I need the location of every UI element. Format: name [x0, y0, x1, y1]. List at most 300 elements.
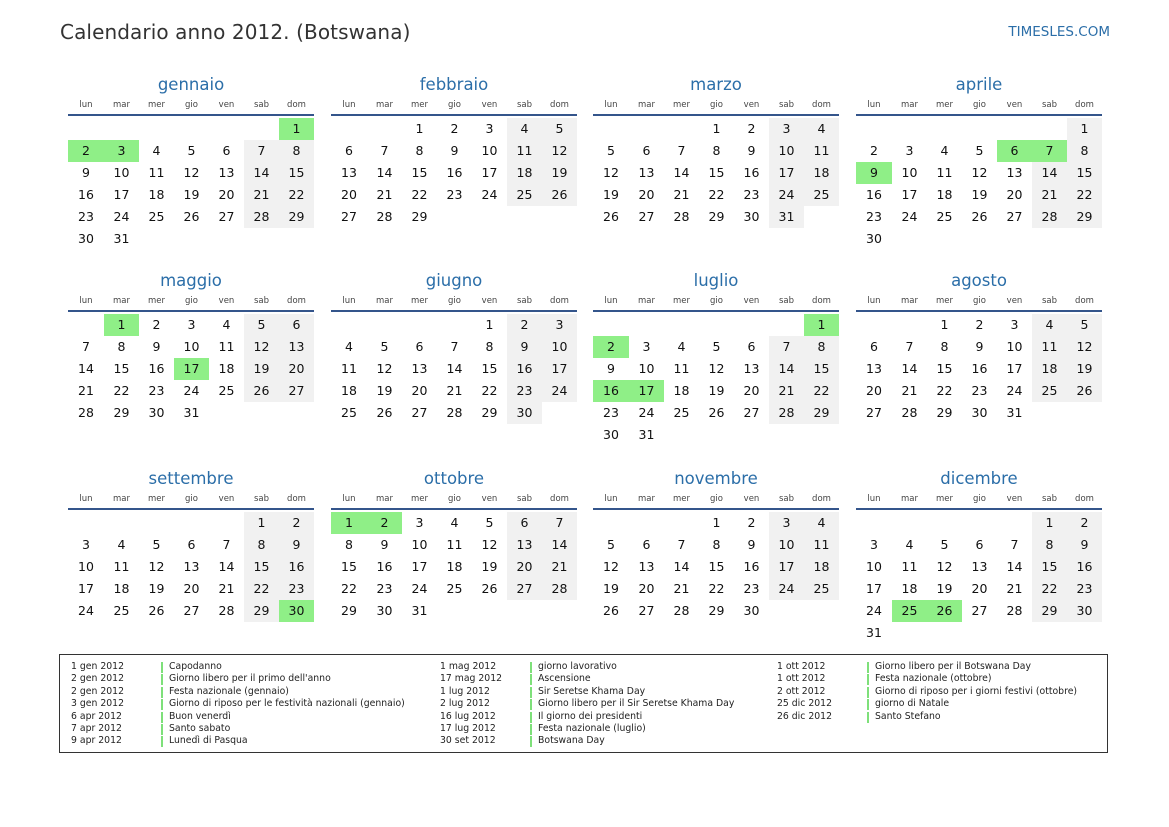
- week-row: [331, 402, 577, 424]
- weekday-label: lun: [79, 494, 93, 504]
- weekday-label: gio: [448, 100, 461, 110]
- weekday-label: dom: [812, 100, 831, 110]
- week-row: [856, 358, 1102, 380]
- day-cell: 5: [485, 515, 494, 530]
- day-cell: 24: [769, 578, 804, 600]
- day-cell: 10: [769, 140, 804, 162]
- holiday-entry: [429, 723, 734, 735]
- day-cell: 5: [975, 143, 984, 158]
- weekday-label: ven: [218, 100, 235, 110]
- day-cell: 12: [1067, 336, 1102, 358]
- day-cell: 30: [971, 405, 988, 420]
- weekday-label: lun: [604, 100, 618, 110]
- day-cell: 22: [708, 581, 725, 596]
- day-cell: 11: [1032, 336, 1067, 358]
- day-cell: 18: [218, 361, 235, 376]
- day-cell: 21: [376, 187, 393, 202]
- day-cell: 23: [743, 187, 760, 202]
- holiday-date: 3 gen 2012: [71, 698, 124, 710]
- day-cell: 15: [708, 559, 725, 574]
- day-cell: 27: [866, 405, 882, 420]
- holiday-name: giorno di Natale: [875, 698, 950, 710]
- day-cell: 11: [507, 140, 542, 162]
- day-cell-holiday: 9: [856, 162, 892, 184]
- day-cell: 27: [638, 603, 655, 618]
- week-row: [68, 314, 314, 336]
- day-cell: 9: [380, 537, 389, 552]
- day-cell: 12: [376, 361, 393, 376]
- day-empty: [174, 512, 209, 534]
- day-cell: 9: [507, 336, 542, 358]
- day-cell: 1: [415, 121, 424, 136]
- day-cell: 17: [113, 187, 130, 202]
- day-cell: 15: [1067, 162, 1102, 184]
- holiday-date: 2 lug 2012: [440, 698, 490, 710]
- day-cell: 20: [279, 358, 314, 380]
- month-title: agosto: [951, 271, 1007, 290]
- day-cell: 5: [712, 339, 721, 354]
- day-cell: 13: [1006, 165, 1023, 180]
- day-cell: 29: [279, 206, 314, 228]
- weekday-label: lun: [342, 494, 356, 504]
- day-cell: 19: [603, 187, 619, 202]
- day-cell: 18: [1032, 358, 1067, 380]
- weekday-label: mer: [672, 100, 690, 110]
- day-cell: 5: [607, 143, 615, 158]
- day-cell: 24: [113, 209, 130, 224]
- day-cell: 8: [485, 339, 494, 354]
- week-row: [856, 556, 1102, 578]
- day-cell: 25: [1032, 380, 1067, 402]
- day-cell: 26: [244, 380, 279, 402]
- day-cell: 20: [183, 581, 200, 596]
- day-cell: 22: [279, 184, 314, 206]
- day-cell: 3: [769, 118, 804, 140]
- day-cell: 9: [747, 537, 756, 552]
- day-cell: 7: [542, 512, 577, 534]
- day-cell: 2: [1067, 512, 1102, 534]
- week-row: [593, 578, 839, 600]
- day-cell: 13: [411, 361, 428, 376]
- holiday-list: [59, 654, 1108, 753]
- day-cell: 10: [901, 165, 918, 180]
- day-cell: 30: [743, 209, 760, 224]
- day-cell: 6: [222, 143, 231, 158]
- month-luglio: [593, 270, 839, 446]
- weekday-label: dom: [550, 494, 569, 504]
- day-cell: 21: [78, 383, 94, 398]
- day-cell: 24: [481, 187, 498, 202]
- holiday-entry: [766, 711, 1077, 723]
- day-cell: 19: [148, 581, 165, 596]
- day-cell: 28: [673, 209, 690, 224]
- week-row: [593, 184, 839, 206]
- day-cell: 20: [638, 187, 655, 202]
- weekday-label: dom: [287, 296, 306, 306]
- day-cell: 14: [542, 534, 577, 556]
- day-cell: 14: [376, 165, 393, 180]
- day-cell: 13: [507, 534, 542, 556]
- day-cell: 24: [411, 581, 428, 596]
- weekday-label: ven: [1006, 494, 1023, 504]
- day-cell: 26: [183, 209, 200, 224]
- day-empty: [856, 314, 892, 336]
- day-cell: 10: [1006, 339, 1023, 354]
- weekday-label: sab: [253, 494, 270, 504]
- holiday-marker: [530, 724, 532, 735]
- day-cell: 24: [1006, 383, 1023, 398]
- holiday-date: 26 dic 2012: [777, 710, 832, 722]
- day-cell: 3: [769, 512, 804, 534]
- day-cell-holiday: 1: [331, 512, 367, 534]
- weekday-label: gio: [710, 100, 723, 110]
- weekday-label: lun: [867, 494, 881, 504]
- day-cell: 21: [244, 184, 279, 206]
- month-title: novembre: [674, 469, 758, 488]
- brand-link[interactable]: TIMESLES.COM: [1008, 24, 1110, 40]
- weekday-label: mer: [147, 494, 165, 504]
- day-cell: 16: [507, 358, 542, 380]
- day-cell: 29: [1032, 600, 1067, 622]
- day-cell: 15: [936, 361, 953, 376]
- holiday-name: Il giorno dei presidenti: [538, 710, 643, 722]
- holiday-name: Sir Seretse Khama Day: [538, 685, 646, 697]
- day-cell: 15: [244, 556, 279, 578]
- day-cell: 14: [1006, 559, 1023, 574]
- day-cell: 19: [708, 383, 725, 398]
- day-cell: 8: [415, 143, 424, 158]
- day-cell: 25: [804, 578, 839, 600]
- day-cell: 16: [971, 361, 988, 376]
- day-empty: [1032, 118, 1067, 140]
- day-empty: [664, 314, 699, 336]
- month-title: febbraio: [419, 75, 489, 94]
- holiday-date: 17 lug 2012: [440, 722, 496, 734]
- day-cell: 15: [804, 358, 839, 380]
- holiday-entry: [60, 673, 405, 685]
- day-cell: 17: [542, 358, 577, 380]
- day-cell: 5: [940, 537, 949, 552]
- day-cell: 22: [113, 383, 130, 398]
- holiday-marker: [530, 674, 532, 685]
- day-cell: 11: [341, 361, 357, 376]
- day-cell: 13: [279, 336, 314, 358]
- day-cell: 19: [1067, 358, 1102, 380]
- day-cell: 6: [870, 339, 878, 354]
- week-row: [68, 162, 314, 184]
- weekday-label: mar: [376, 296, 393, 306]
- day-cell: 12: [708, 361, 725, 376]
- day-cell: 22: [708, 187, 725, 202]
- day-cell: 21: [673, 187, 690, 202]
- day-cell: 20: [638, 581, 655, 596]
- day-empty: [104, 512, 139, 534]
- day-cell: 10: [78, 559, 94, 574]
- day-cell: 13: [638, 165, 655, 180]
- day-cell: 1: [1032, 512, 1067, 534]
- day-cell: 27: [341, 209, 357, 224]
- holiday-entry: [429, 661, 734, 673]
- day-cell: 30: [1067, 600, 1102, 622]
- day-cell: 11: [804, 140, 839, 162]
- day-cell: 31: [638, 427, 655, 442]
- week-row: [331, 358, 577, 380]
- day-cell: 8: [804, 336, 839, 358]
- day-cell: 13: [971, 559, 988, 574]
- day-cell: 15: [113, 361, 130, 376]
- day-cell: 20: [341, 187, 357, 202]
- weekday-label: gio: [185, 296, 198, 306]
- week-row: [856, 228, 1102, 250]
- day-cell: 6: [345, 143, 353, 158]
- holiday-date: 2 ott 2012: [777, 685, 826, 697]
- weekday-label: gio: [973, 296, 986, 306]
- weekday-label: mar: [638, 296, 655, 306]
- day-cell: 5: [244, 314, 279, 336]
- day-cell: 6: [507, 512, 542, 534]
- weekday-label: mar: [113, 296, 130, 306]
- day-cell: 5: [380, 339, 389, 354]
- day-cell: 12: [481, 537, 498, 552]
- day-cell: 26: [542, 184, 577, 206]
- holiday-entry: [429, 735, 734, 747]
- weekday-header: [68, 98, 314, 116]
- day-cell: 7: [1010, 537, 1019, 552]
- day-cell: 5: [152, 537, 161, 552]
- day-cell-holiday: 2: [367, 512, 402, 534]
- day-cell: 28: [78, 405, 94, 420]
- holiday-entry: [429, 686, 734, 698]
- day-cell: 22: [341, 581, 357, 596]
- week-row: [856, 622, 1102, 644]
- weekday-label: mer: [935, 100, 953, 110]
- day-cell: 30: [743, 603, 760, 618]
- day-cell: 4: [222, 317, 231, 332]
- holiday-marker: [530, 699, 532, 710]
- day-cell: 10: [866, 559, 882, 574]
- holiday-entry: [429, 698, 734, 710]
- day-cell: 29: [113, 405, 130, 420]
- day-empty: [174, 118, 209, 140]
- month-title: gennaio: [157, 75, 225, 94]
- week-row: [856, 118, 1102, 140]
- week-row: [68, 206, 314, 228]
- day-empty: [104, 118, 139, 140]
- day-empty: [997, 118, 1032, 140]
- day-cell: 22: [1067, 184, 1102, 206]
- weekday-label: mer: [672, 494, 690, 504]
- weekday-label: mer: [410, 296, 428, 306]
- month-title: dicembre: [940, 469, 1018, 488]
- day-cell: 31: [183, 405, 200, 420]
- day-cell: 29: [1067, 206, 1102, 228]
- day-cell: 28: [244, 206, 279, 228]
- month-novembre: [593, 468, 839, 622]
- holiday-entry: [429, 711, 734, 723]
- day-cell: 1: [244, 512, 279, 534]
- week-row: [593, 206, 839, 228]
- day-cell: 20: [743, 383, 760, 398]
- day-empty: [331, 314, 367, 336]
- day-cell: 17: [78, 581, 94, 596]
- week-row: [593, 600, 839, 622]
- day-cell: 25: [936, 209, 953, 224]
- day-cell: 4: [905, 537, 914, 552]
- weekday-label: ven: [481, 494, 498, 504]
- day-cell: 12: [244, 336, 279, 358]
- day-cell: 27: [218, 209, 235, 224]
- day-cell-holiday: 17: [174, 358, 209, 380]
- day-cell: 18: [148, 187, 165, 202]
- day-cell: 30: [866, 231, 882, 246]
- weekday-label: mer: [147, 296, 165, 306]
- day-cell: 10: [183, 339, 200, 354]
- holiday-date: 7 apr 2012: [71, 722, 122, 734]
- day-cell: 1: [712, 121, 721, 136]
- weekday-header: [593, 98, 839, 116]
- weekday-label: sab: [778, 494, 795, 504]
- day-cell: 22: [936, 383, 953, 398]
- day-empty: [997, 512, 1032, 534]
- day-cell: 19: [376, 383, 393, 398]
- month-title: luglio: [693, 271, 739, 290]
- holiday-name: Giorno di riposo per i giorni festivi (ottobre): [875, 685, 1078, 697]
- day-cell: 8: [279, 140, 314, 162]
- day-cell: 5: [1067, 314, 1102, 336]
- holiday-marker: [530, 662, 532, 673]
- day-empty: [209, 118, 244, 140]
- holiday-name: Botswana Day: [538, 735, 605, 747]
- day-cell: 20: [1006, 187, 1023, 202]
- day-cell: 14: [673, 165, 690, 180]
- weekday-header: [331, 294, 577, 312]
- day-cell: 28: [1032, 206, 1067, 228]
- day-cell: 7: [82, 339, 90, 354]
- day-cell: 25: [148, 209, 165, 224]
- weekday-header: [331, 98, 577, 116]
- day-cell: 18: [936, 187, 953, 202]
- day-cell-holiday: 25: [892, 600, 927, 622]
- week-row: [331, 600, 577, 622]
- day-cell: 12: [183, 165, 200, 180]
- weekday-label: dom: [550, 100, 569, 110]
- month-settembre: [68, 468, 314, 622]
- page-title: Calendario anno 2012. (Botswana): [60, 20, 411, 44]
- weekday-label: dom: [1075, 100, 1094, 110]
- week-row: [593, 162, 839, 184]
- weekday-label: mar: [901, 100, 918, 110]
- day-cell: 10: [481, 143, 498, 158]
- day-cell: 15: [279, 162, 314, 184]
- holiday-entry: [766, 673, 1077, 685]
- day-cell: 9: [82, 165, 90, 180]
- day-cell: 3: [485, 121, 494, 136]
- holiday-marker: [867, 712, 869, 723]
- week-row: [331, 512, 577, 534]
- day-cell: 4: [677, 339, 686, 354]
- weekday-label: dom: [550, 296, 569, 306]
- day-cell: 12: [603, 559, 619, 574]
- day-cell: 29: [411, 209, 428, 224]
- day-cell: 29: [341, 603, 357, 618]
- day-cell: 25: [507, 184, 542, 206]
- day-cell: 5: [542, 118, 577, 140]
- holiday-date: 1 ott 2012: [777, 673, 826, 685]
- day-cell: 4: [804, 118, 839, 140]
- weekday-label: dom: [1075, 296, 1094, 306]
- week-row: [68, 556, 314, 578]
- day-empty: [367, 118, 402, 140]
- day-cell: 14: [244, 162, 279, 184]
- day-empty: [209, 512, 244, 534]
- day-empty: [962, 118, 997, 140]
- week-row: [856, 336, 1102, 358]
- weekday-label: sab: [1041, 100, 1058, 110]
- day-empty: [856, 118, 892, 140]
- day-cell: 28: [1006, 603, 1023, 618]
- day-cell: 28: [218, 603, 235, 618]
- day-cell: 28: [542, 578, 577, 600]
- weekday-label: gio: [448, 494, 461, 504]
- day-cell: 19: [183, 187, 200, 202]
- weekday-label: dom: [812, 296, 831, 306]
- weekday-label: mer: [672, 296, 690, 306]
- day-cell: 24: [769, 184, 804, 206]
- weekday-label: mar: [901, 296, 918, 306]
- day-cell: 10: [542, 336, 577, 358]
- week-row: [593, 336, 839, 358]
- day-cell: 7: [380, 143, 389, 158]
- day-empty: [402, 314, 437, 336]
- day-cell: 19: [542, 162, 577, 184]
- day-cell: 8: [244, 534, 279, 556]
- weekday-header: [593, 492, 839, 510]
- day-empty: [437, 314, 472, 336]
- week-row: [331, 314, 577, 336]
- holiday-entry: [766, 686, 1077, 698]
- week-row: [593, 380, 839, 402]
- day-cell: 26: [481, 581, 498, 596]
- day-cell: 21: [1006, 581, 1023, 596]
- holiday-entry: [60, 723, 405, 735]
- day-cell: 2: [975, 317, 984, 332]
- month-title: settembre: [148, 469, 234, 488]
- day-cell: 6: [975, 537, 984, 552]
- holiday-marker: [530, 736, 532, 747]
- weekday-label: sab: [253, 100, 270, 110]
- week-row: [856, 512, 1102, 534]
- holiday-marker: [161, 724, 163, 735]
- day-cell: 31: [866, 625, 882, 640]
- day-cell: 31: [411, 603, 428, 618]
- day-cell: 21: [542, 556, 577, 578]
- weekday-label: lun: [604, 296, 618, 306]
- holiday-name: Ascensione: [538, 673, 591, 685]
- day-cell: 31: [769, 206, 804, 228]
- week-row: [593, 424, 839, 446]
- day-cell: 6: [642, 143, 651, 158]
- weekday-label: sab: [778, 296, 795, 306]
- day-cell: 25: [804, 184, 839, 206]
- week-row: [856, 140, 1102, 162]
- day-cell: 29: [708, 603, 725, 618]
- day-cell-holiday: 1: [279, 118, 314, 140]
- month-title: ottobre: [423, 469, 485, 488]
- holiday-name: Giorno libero per il primo dell'anno: [169, 673, 331, 685]
- day-cell: 3: [1010, 317, 1019, 332]
- weekday-header: [856, 294, 1102, 312]
- day-cell: 22: [481, 383, 498, 398]
